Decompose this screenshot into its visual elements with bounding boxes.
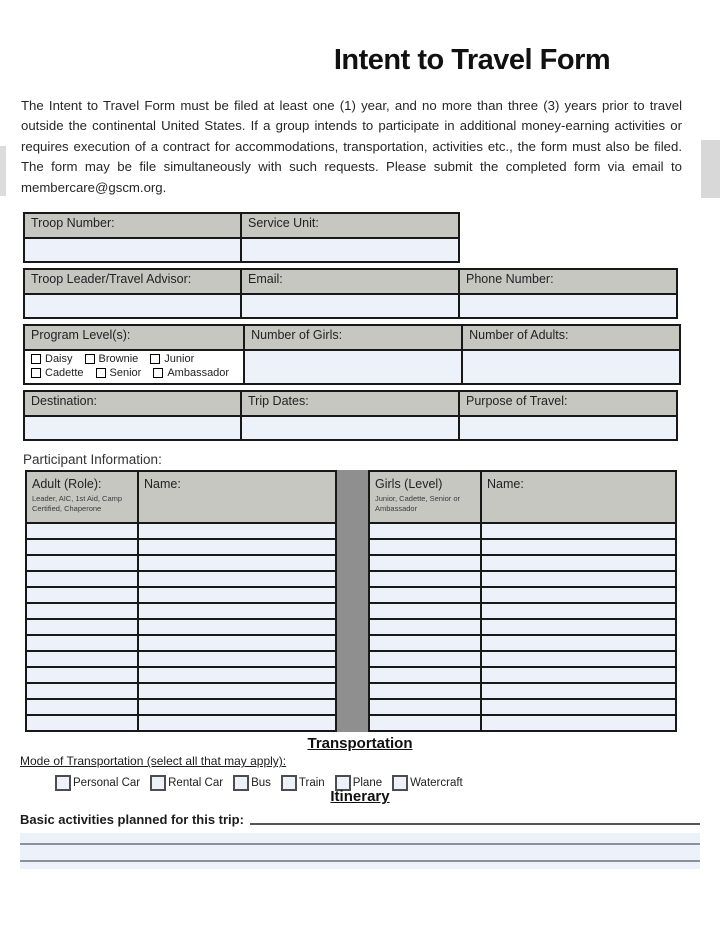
girls-table-row <box>369 667 676 683</box>
girls-name-cell[interactable] <box>481 539 676 555</box>
cadette-label: Cadette <box>45 367 84 380</box>
adult-name-cell[interactable] <box>138 651 336 667</box>
itinerary-heading: Itinerary <box>330 788 390 806</box>
adult-name-cell[interactable] <box>138 635 336 651</box>
senior-label: Senior <box>109 367 142 380</box>
brownie-label: Brownie <box>98 353 139 366</box>
girls-level-cell[interactable] <box>369 667 481 683</box>
watercraft-checkbox[interactable] <box>392 775 408 791</box>
girls-name-cell[interactable] <box>481 667 676 683</box>
girls-name-cell[interactable] <box>481 555 676 571</box>
girls-level-cell[interactable] <box>369 571 481 587</box>
adult-name-cell[interactable] <box>138 603 336 619</box>
itinerary-line[interactable] <box>20 845 700 862</box>
adult-role-cell[interactable] <box>26 683 138 699</box>
girls-name-cell[interactable] <box>481 635 676 651</box>
junior-label: Junior <box>164 353 195 366</box>
adult-role-cell[interactable] <box>26 539 138 555</box>
ambassador-label: Ambassador <box>167 367 230 380</box>
adult-table-row <box>26 651 336 667</box>
junior-checkbox[interactable] <box>150 354 160 364</box>
bus-checkbox[interactable] <box>233 775 249 791</box>
girls-name-cell[interactable] <box>481 715 676 731</box>
adult-name-title: Name: <box>144 477 181 492</box>
email-header: Email: <box>241 269 459 294</box>
basic-activities-input-line[interactable] <box>250 811 700 825</box>
daisy-checkbox[interactable] <box>31 354 41 364</box>
program-levels-header: Program Level(s): <box>24 325 244 350</box>
girls-level-cell[interactable] <box>369 587 481 603</box>
girls-level-cell[interactable] <box>369 523 481 539</box>
destination-input[interactable] <box>24 416 241 440</box>
girls-participant-table <box>368 470 677 732</box>
adult-role-cell[interactable] <box>26 667 138 683</box>
participant-information-label: Participant Information: <box>23 452 162 468</box>
train-checkbox[interactable] <box>281 775 297 791</box>
adult-table-row <box>26 555 336 571</box>
girls-name-header <box>481 471 676 523</box>
girls-level-cell[interactable] <box>369 539 481 555</box>
girls-level-header <box>369 471 481 523</box>
troop-leader-header: Troop Leader/Travel Advisor: <box>24 269 241 294</box>
senior-checkbox[interactable] <box>96 368 106 378</box>
bus-label: Bus <box>251 777 271 790</box>
girls-name-cell[interactable] <box>481 587 676 603</box>
info-table <box>23 212 720 441</box>
personal-car-checkbox[interactable] <box>55 775 71 791</box>
adult-role-cell[interactable] <box>26 619 138 635</box>
destination-header: Destination: <box>24 391 241 416</box>
adult-role-subtext: Leader, AIC, 1st Aid, Camp Certified, Chaperone <box>32 494 123 513</box>
girls-name-cell[interactable] <box>481 683 676 699</box>
scan-artifact-right <box>701 140 720 198</box>
girls-table-row <box>369 635 676 651</box>
destination-section <box>23 390 678 441</box>
adult-name-cell[interactable] <box>138 683 336 699</box>
adult-name-cell[interactable] <box>138 699 336 715</box>
adult-table-row <box>26 571 336 587</box>
adult-table-row <box>26 619 336 635</box>
adult-role-cell[interactable] <box>26 699 138 715</box>
girls-level-cell[interactable] <box>369 683 481 699</box>
girls-table-row <box>369 619 676 635</box>
girls-level-cell[interactable] <box>369 715 481 731</box>
ambassador-checkbox[interactable] <box>153 368 163 378</box>
watercraft-label: Watercraft <box>410 777 463 790</box>
intro-paragraph: The Intent to Travel Form must be filed at least one (1) year, and no more than three (3) years prior to travel outside the continental United States. If a group intends to participate in additional money-earning activities or requires execution of a contract for accommodations, transportation, activities etc., the form must also be filed. The form may be file simultaneously with such requests. Please submit the completed form via email to membercare@gscm.org. <box>21 98 682 195</box>
program-levels-cell <box>24 350 244 384</box>
transportation-heading: Transportation <box>307 735 413 753</box>
girls-name-cell[interactable] <box>481 619 676 635</box>
adult-role-cell[interactable] <box>26 603 138 619</box>
adult-name-cell[interactable] <box>138 523 336 539</box>
adult-table-row <box>26 683 336 699</box>
girls-level-cell[interactable] <box>369 619 481 635</box>
adult-table-row <box>26 699 336 715</box>
girls-table-row <box>369 571 676 587</box>
adult-role-cell[interactable] <box>26 555 138 571</box>
girls-level-cell[interactable] <box>369 651 481 667</box>
purpose-of-travel-input[interactable] <box>459 416 677 440</box>
girls-table-row <box>369 651 676 667</box>
adult-role-cell[interactable] <box>26 715 138 731</box>
basic-activities-row <box>20 811 700 827</box>
table-divider-bar <box>337 470 368 732</box>
adult-table-row <box>26 539 336 555</box>
brownie-checkbox[interactable] <box>85 354 95 364</box>
girls-level-subtext: Junior, Cadette, Senior or Ambassador <box>375 494 461 513</box>
phone-number-header: Phone Number: <box>459 269 677 294</box>
adult-table-row <box>26 715 336 731</box>
adult-name-cell[interactable] <box>138 667 336 683</box>
girls-name-cell[interactable] <box>481 699 676 715</box>
troop-number-input[interactable] <box>24 238 241 262</box>
adult-role-cell[interactable] <box>26 523 138 539</box>
girls-name-cell[interactable] <box>481 603 676 619</box>
rental-car-label: Rental Car <box>168 777 224 790</box>
trip-dates-header: Trip Dates: <box>241 391 459 416</box>
mode-of-transportation-label: Mode of Transportation (select all that may apply): <box>20 754 287 769</box>
daisy-label: Daisy <box>45 353 73 366</box>
adult-name-cell[interactable] <box>138 539 336 555</box>
phone-number-input[interactable] <box>459 294 677 318</box>
service-unit-input[interactable] <box>241 238 459 262</box>
leader-contact-section <box>23 268 678 319</box>
adult-participant-table <box>25 470 337 732</box>
number-of-adults-header: Number of Adults: <box>462 325 680 350</box>
itinerary-area-padding <box>20 862 700 869</box>
train-label: Train <box>298 777 325 790</box>
girls-level-cell[interactable] <box>369 699 481 715</box>
adult-table-row <box>26 667 336 683</box>
itinerary-line[interactable] <box>20 833 700 845</box>
troop-leader-input[interactable] <box>24 294 241 318</box>
adult-role-cell[interactable] <box>26 587 138 603</box>
itinerary-writing-area <box>20 833 700 869</box>
email-input[interactable] <box>241 294 459 318</box>
girls-table-row <box>369 555 676 571</box>
girls-table-row <box>369 587 676 603</box>
number-of-adults-input[interactable] <box>462 350 680 384</box>
adult-name-cell[interactable] <box>138 715 336 731</box>
girls-name-cell[interactable] <box>481 571 676 587</box>
adult-name-cell[interactable] <box>138 587 336 603</box>
adult-table-row <box>26 635 336 651</box>
girls-level-cell[interactable] <box>369 635 481 651</box>
form-title: Intent to Travel Form <box>333 44 611 76</box>
girls-table-row <box>369 523 676 539</box>
personal-car-label: Personal Car <box>73 777 141 790</box>
cadette-checkbox[interactable] <box>31 368 41 378</box>
girls-table-row <box>369 715 676 731</box>
troop-service-section <box>23 212 460 263</box>
girls-table-row <box>369 699 676 715</box>
participant-tables <box>25 470 720 732</box>
trip-dates-input[interactable] <box>241 416 459 440</box>
adult-table-row <box>26 523 336 539</box>
girls-name-cell[interactable] <box>481 523 676 539</box>
troop-number-header: Troop Number: <box>24 213 241 238</box>
rental-car-checkbox[interactable] <box>150 775 166 791</box>
girls-table-row <box>369 603 676 619</box>
girls-table-row <box>369 683 676 699</box>
service-unit-header: Service Unit: <box>241 213 459 238</box>
adult-role-title: Adult (Role): <box>32 477 102 492</box>
adult-name-cell[interactable] <box>138 555 336 571</box>
adult-role-cell[interactable] <box>26 571 138 587</box>
adult-table-row <box>26 587 336 603</box>
adult-table-row <box>26 603 336 619</box>
adult-role-cell[interactable] <box>26 635 138 651</box>
program-level-section <box>23 324 681 385</box>
girls-level-cell[interactable] <box>369 555 481 571</box>
number-of-girls-header: Number of Girls: <box>244 325 462 350</box>
girls-level-title: Girls (Level) <box>375 477 443 492</box>
adult-name-cell[interactable] <box>138 571 336 587</box>
girls-table-row <box>369 539 676 555</box>
plane-label: Plane <box>352 777 383 790</box>
girls-level-cell[interactable] <box>369 603 481 619</box>
girls-name-title: Name: <box>487 477 524 492</box>
basic-activities-label: Basic activities planned for this trip: <box>20 812 244 828</box>
scan-artifact-left <box>0 146 6 196</box>
number-of-girls-input[interactable] <box>244 350 462 384</box>
girls-name-cell[interactable] <box>481 651 676 667</box>
adult-role-header <box>26 471 138 523</box>
purpose-of-travel-header: Purpose of Travel: <box>459 391 677 416</box>
adult-name-header <box>138 471 336 523</box>
adult-name-cell[interactable] <box>138 619 336 635</box>
adult-role-cell[interactable] <box>26 651 138 667</box>
